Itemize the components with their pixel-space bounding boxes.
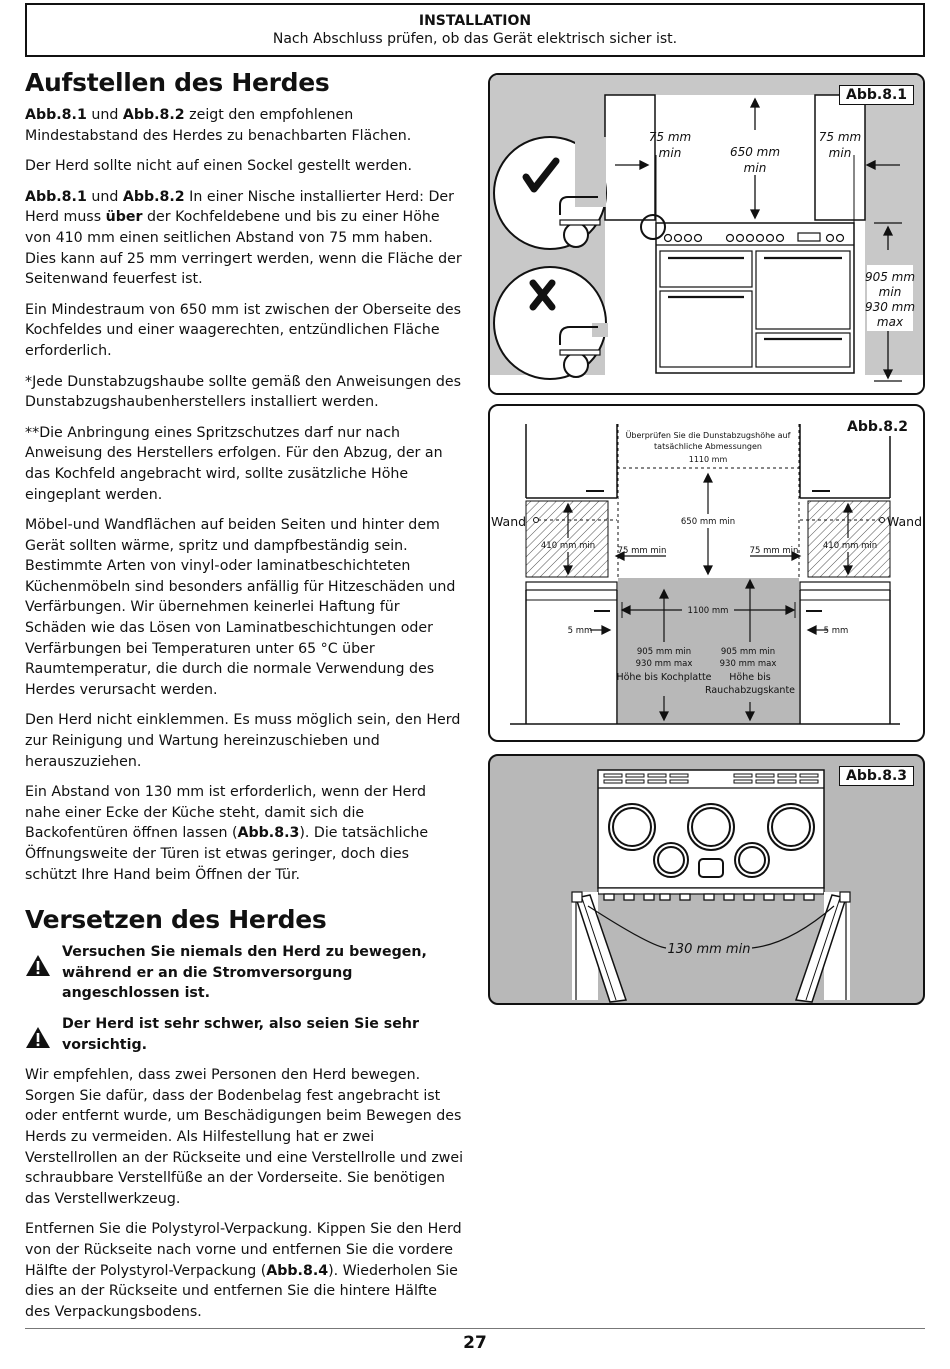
paragraph	[25, 187, 465, 290]
incorrect-detail	[494, 267, 608, 379]
figure-8-3	[488, 754, 925, 1005]
text-span: und	[86, 188, 123, 205]
dim-note: tatsächliche Abmessungen	[654, 442, 762, 451]
wall-label-right: Wand	[886, 514, 922, 529]
header-box	[25, 3, 925, 57]
text-span: ). Die tatsächliche Öffnungsweite der Türen ist etwas geringer, doch dies schützt Ihre Hand beim Öffnen der Tür.	[25, 825, 429, 883]
text-span: Ein Abstand von 130 mm ist erforderlich, wenn der Herd nahe einer Ecke der Küche steht, damit sich die Backofentüren öffnen lassen (	[25, 784, 426, 842]
section-title-aufstellen: Aufstellen des Herdes	[25, 68, 330, 97]
dim-label: 5 mm	[567, 626, 593, 636]
warning-icon	[25, 954, 51, 977]
dim-label: 5 mm	[823, 626, 849, 636]
warning-2	[25, 1014, 465, 1055]
paragraph: Wir empfehlen, dass zwei Personen den Herd bewegen. Sorgen Sie dafür, dass der Bodenbelag fest angebracht ist oder entfernt wurde, um Beschädigungen beim Bewegen des Herds zu vermeiden. Als Hilfestellung hat er zwei Verstellrollen an der Rückseite und eine Verstellrolle und zwei schraubbare Verstellfüße an der Vorderseite. Sie benötigen das Verstellwerkzeug.	[25, 1067, 464, 1207]
section-title-versetzen: Versetzen des Herdes	[25, 905, 327, 935]
dim-label: 650 mm	[729, 145, 781, 159]
dim-label: min	[743, 161, 767, 175]
dim-label: 930 mm	[864, 300, 916, 314]
warning-1	[25, 942, 465, 1004]
text-span: Entfernen Sie die Polystyrol-Verpackung. Kippen Sie den Herd von der Rückseite nach vorne und entfernen Sie die vordere Hälfte der Polystyrol-Verpackung (	[25, 1221, 462, 1279]
emphasis: über	[105, 209, 143, 226]
warning-text: Versuchen Sie niemals den Herd zu bewegen, während er an die Stromversorgung angeschlossen ist.	[62, 944, 427, 1002]
dim-note: 1110 mm	[688, 455, 728, 464]
figure-8-2	[488, 404, 925, 742]
paragraph	[25, 1219, 465, 1322]
figure-label: Abb.8.3	[839, 766, 914, 786]
text-span: In einer Nische installierter Herd: Der Herd muss	[25, 188, 454, 226]
dim-label: max	[876, 315, 904, 329]
ref-abb84: Abb.8.4	[266, 1262, 329, 1279]
dim-label: 410 mm min	[822, 541, 878, 551]
dim-label: Rauchabzugskante	[704, 685, 796, 696]
dim-label: 905 mm	[864, 270, 916, 284]
warning-text: Der Herd ist sehr schwer, also seien Sie sehr vorsichtig.	[62, 1015, 419, 1053]
paragraph: Der Herd sollte nicht auf einen Sockel gestellt werden.	[25, 158, 413, 175]
dim-note: Überprüfen Sie die Dunstabzugshöhe auf	[625, 431, 791, 440]
paragraph: Möbel-und Wandflächen auf beiden Seiten und hinter dem Gerät sollten wärme, spritz und dampfbeständig sein. Bestimmte Arten von vinyl-oder laminatbeschichteten Küchenmöbeln sind besonders anfällig für Hitzeschäden und Verfärbungen. Wir übernehmen keinerlei Haftung für Schäden wie das Lösen von Laminatbeschichtungen oder Verfärbungen bei Temperaturen unter 65 °C über Raumtemperatur, die durch die normale Verwendung des Herdes verursacht werden.	[25, 517, 456, 698]
wall-label-left: Wand	[491, 514, 527, 529]
dim-label: 75 mm	[818, 130, 862, 144]
ref-abb81: Abb.8.1	[25, 188, 87, 205]
text-span: zeigt den empfohlenen Mindestabstand des Herdes zu benachbarten Flächen.	[25, 107, 412, 144]
dim-label: 930 mm max	[635, 659, 693, 669]
dim-label: 130 mm min	[667, 942, 751, 957]
dim-label: Höhe bis	[729, 672, 771, 683]
correct-detail	[494, 137, 606, 249]
paragraph: **Die Anbringung eines Spritzschutzes darf nur nach Anweisung des Herstellers erfolgen. Für den Abzug, der an das Kochfeld angebracht wird, sollte zusätzliche Höhe eingeplant werden.	[25, 424, 443, 503]
paragraph	[25, 782, 465, 885]
ref-abb83: Abb.8.3	[237, 825, 300, 842]
header-subtitle: Nach Abschluss prüfen, ob das Gerät elektrisch sicher ist.	[272, 31, 678, 47]
figure-8-3-drawing	[490, 756, 923, 1003]
dim-label: 905 mm min	[720, 647, 776, 657]
dim-label: 75 mm min	[749, 546, 799, 556]
figure-label: Abb.8.2	[841, 418, 914, 436]
dim-label: 75 mm min	[617, 546, 667, 556]
page-number: 27	[463, 1333, 487, 1353]
text-span: ). Wiederholen Sie dies an der Rückseite und entfernen Sie die hintere Hälfte des Verpackungsbodens.	[25, 1262, 458, 1320]
text-span: der Kochfeldebene und bis zu einer Höhe von 410 mm einen seitlichen Abstand von 75 mm haben. Dies kann auf 25 mm verringert werden, wenn die Fläche der Seitenwand feuerfest ist.	[25, 209, 462, 288]
figure-8-2-drawing	[490, 406, 923, 740]
paragraph: *Jede Dunstabzugshaube sollte gemäß den Anweisungen des Dunstabzugshaubenherstellers installiert werden.	[25, 373, 461, 411]
dim-label: 650 mm min	[680, 517, 736, 527]
paragraph: Den Herd nicht einklemmen. Es muss möglich sein, den Herd zur Reinigung und Wartung hereinzuschieben und herauszuziehen.	[25, 712, 461, 770]
figure-8-1-drawing	[490, 75, 923, 393]
dim-label: 410 mm min	[540, 541, 596, 551]
dim-label: 1100 mm	[687, 606, 729, 616]
dim-label: 75 mm	[648, 130, 692, 144]
dim-label: 930 mm max	[719, 659, 777, 669]
dim-label: min	[658, 146, 682, 160]
dim-label: 905 mm min	[636, 647, 692, 657]
dim-label: min	[828, 146, 852, 160]
warning-icon	[25, 1026, 51, 1049]
footer-divider	[25, 1328, 925, 1329]
header-title: INSTALLATION	[418, 13, 532, 29]
ref-abb81: Abb.8.1	[25, 107, 87, 123]
ref-abb82: Abb.8.2	[122, 107, 185, 123]
figure-label: Abb.8.1	[839, 85, 914, 105]
text-span: und	[86, 107, 123, 123]
left-column	[25, 68, 465, 1332]
dim-label: Höhe bis Kochplatte	[616, 672, 712, 683]
dim-label: min	[878, 285, 902, 299]
ref-abb82: Abb.8.2	[122, 188, 185, 205]
paragraph	[25, 105, 465, 146]
paragraph: Ein Mindestraum von 650 mm ist zwischen der Oberseite des Kochfeldes und einer waagerechten, entzündlichen Fläche erforderlich.	[25, 301, 462, 359]
figure-8-1	[488, 73, 925, 395]
